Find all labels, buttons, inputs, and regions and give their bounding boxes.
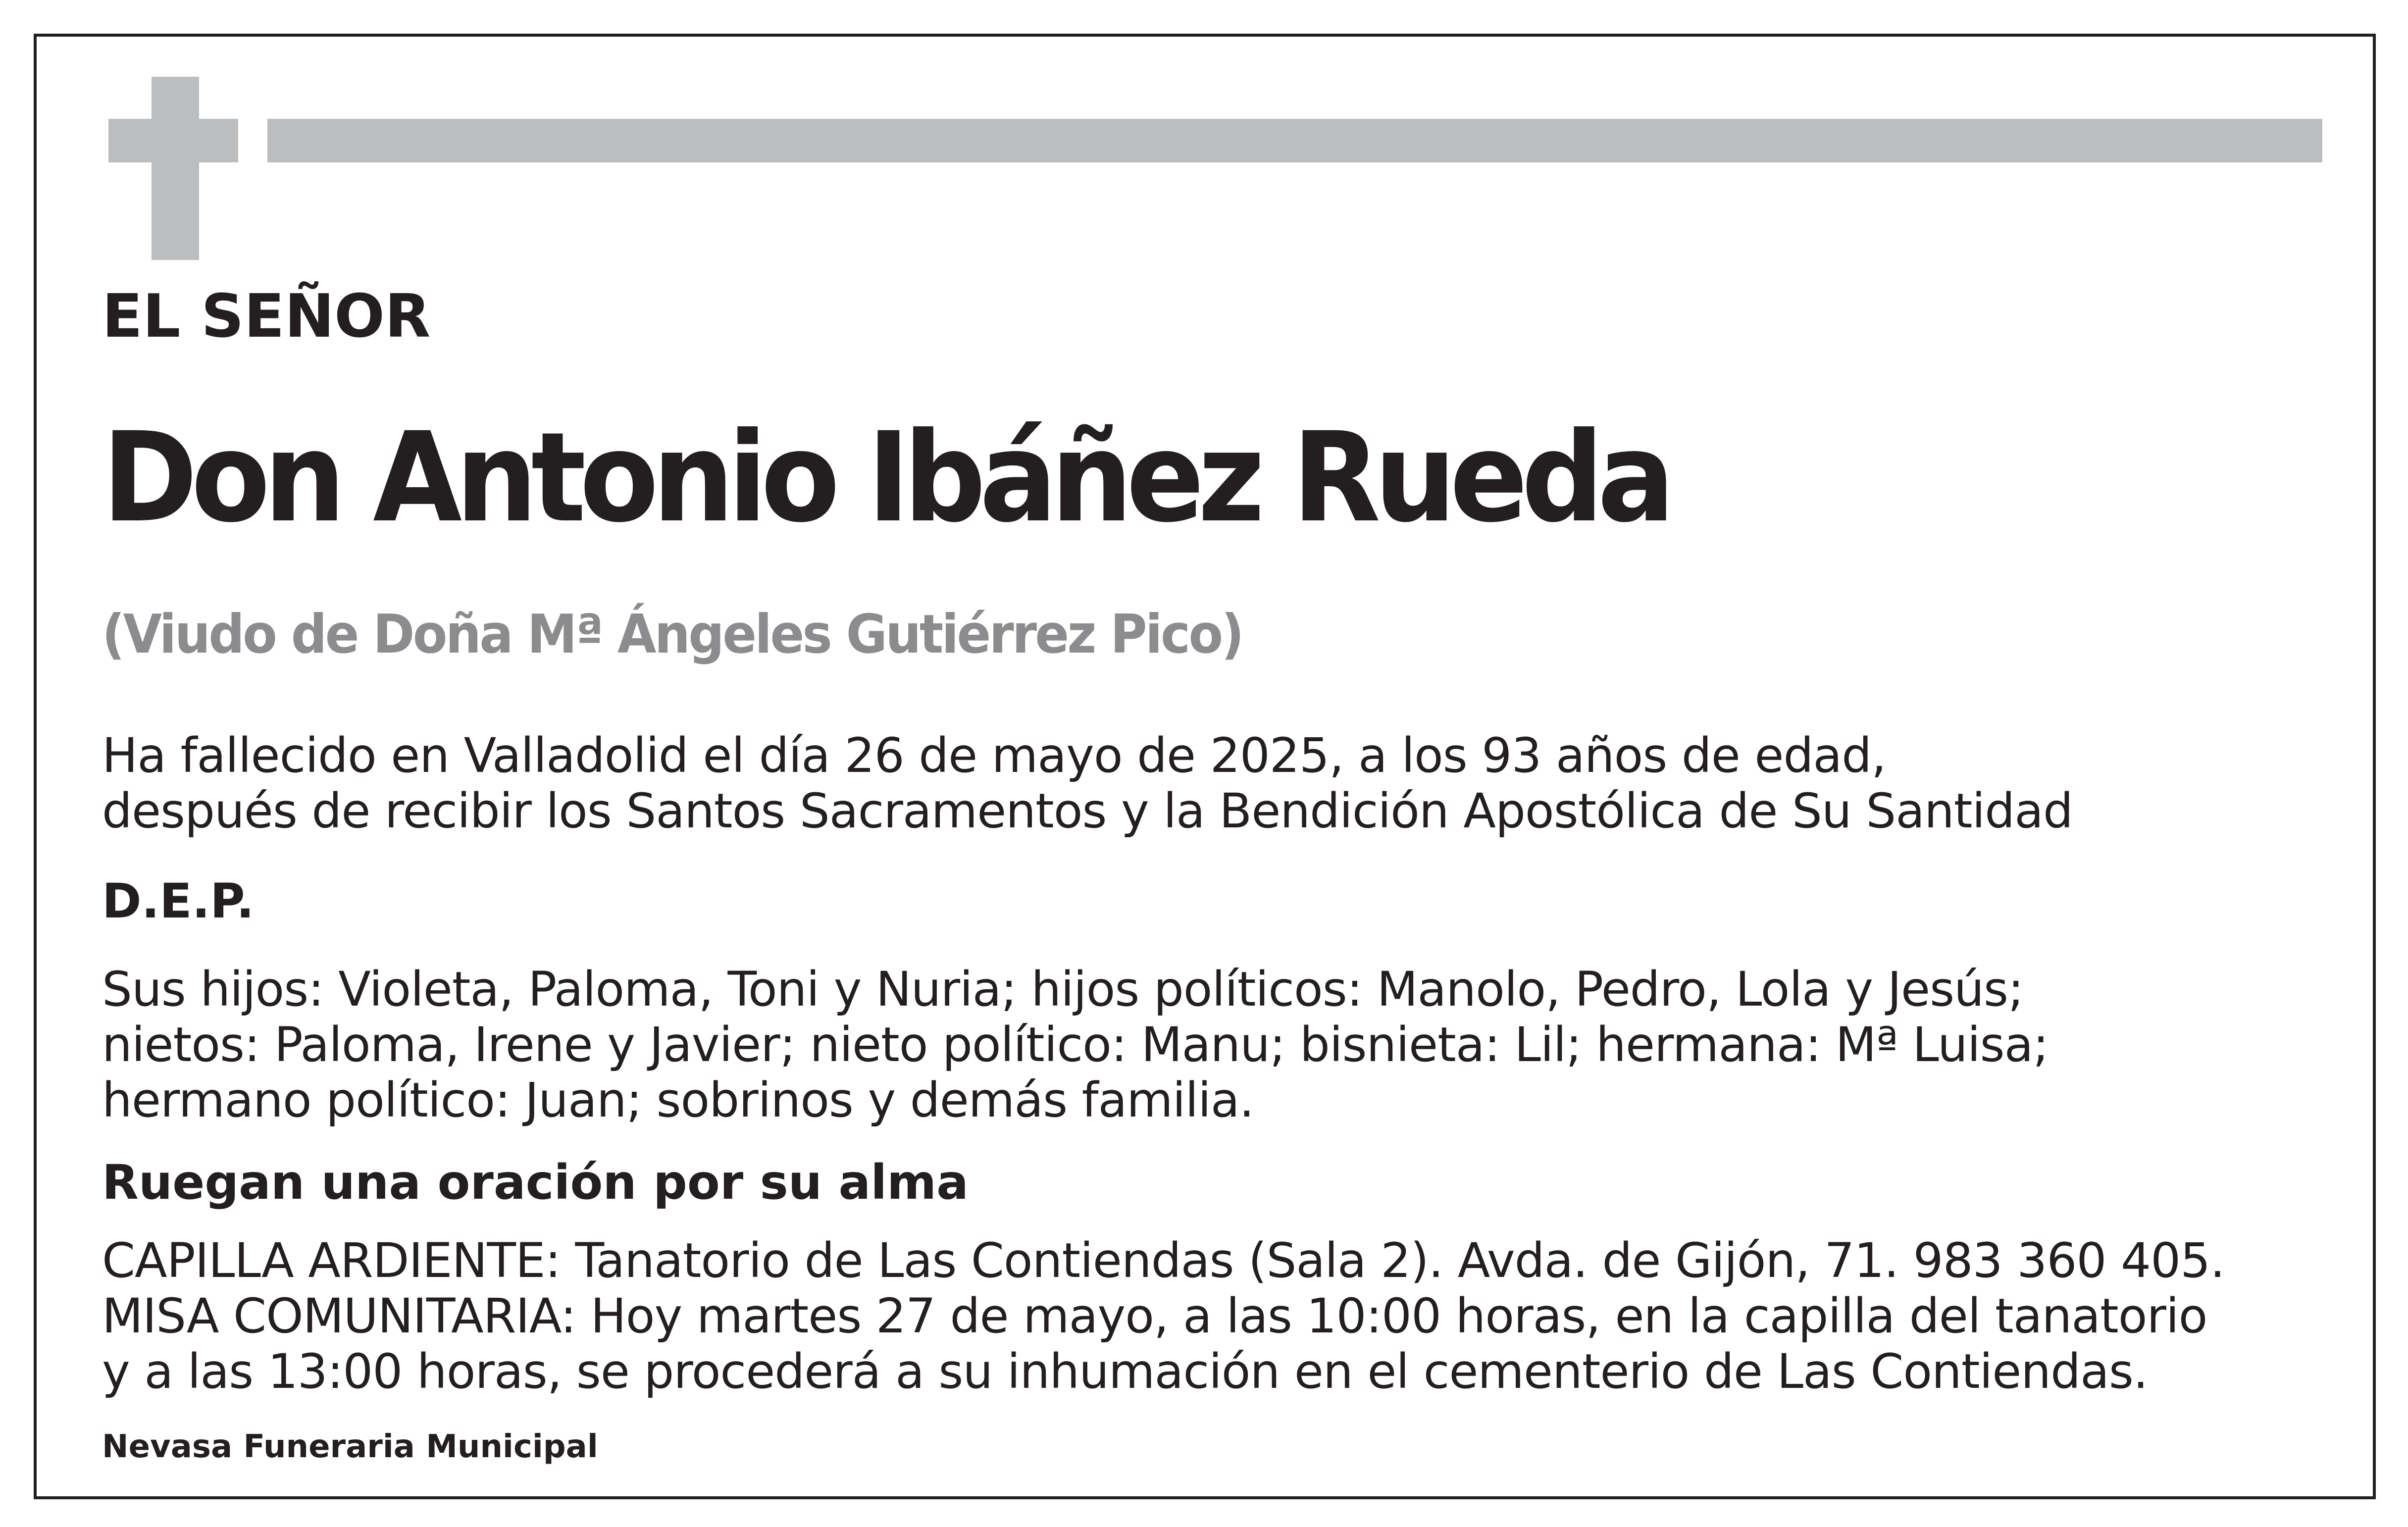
family-list: [102, 962, 2049, 1128]
service-line: y a las 13:00 horas, se procederá a su inhumación en el cementerio de Las Contiendas.: [102, 1344, 2148, 1399]
heading: EL SEÑOR: [102, 282, 431, 351]
death-notice-line: después de recibir los Santos Sacramentos y la Bendición Apostólica de Su Santidad: [102, 783, 2073, 839]
header-rule: [267, 119, 2322, 162]
service-line: MISA COMUNITARIA: Hoy martes 27 de mayo, a las 10:00 horas, en la capilla del tanatorio: [102, 1288, 2207, 1344]
family-line: hermano político: Juan; sobrinos y demás familia.: [102, 1072, 1254, 1128]
family-line: Sus hijos: Violeta, Paloma, Toni y Nuria; hijos políticos: Manolo, Pedro, Lola y Jesús;: [102, 962, 2024, 1017]
cross-horizontal-bar: [108, 119, 238, 162]
deceased-name: Don Antonio Ibáñez Rueda: [102, 406, 1669, 550]
family-line: nietos: Paloma, Irene y Javier; nieto político: Manu; bisnieta: Lil; hermana: Mª Luisa;: [102, 1017, 2049, 1072]
funeral-home: Nevasa Funeraria Municipal: [102, 1428, 598, 1465]
cross-vertical-bar: [152, 77, 199, 260]
death-notice: [102, 728, 2073, 839]
prayer-request: Ruegan una oración por su alma: [102, 1155, 969, 1210]
widow-of: (Viudo de Doña Mª Ángeles Gutiérrez Pico): [102, 604, 1242, 665]
service-line: CAPILLA ARDIENTE: Tanatorio de Las Contiendas (Sala 2). Avda. de Gijón, 71. 983 360 405.: [102, 1233, 2225, 1288]
death-notice-line: Ha fallecido en Valladolid el día 26 de mayo de 2025, a los 93 años de edad,: [102, 728, 1886, 783]
dep-label: D.E.P.: [102, 873, 255, 929]
service-details: [102, 1233, 2225, 1399]
